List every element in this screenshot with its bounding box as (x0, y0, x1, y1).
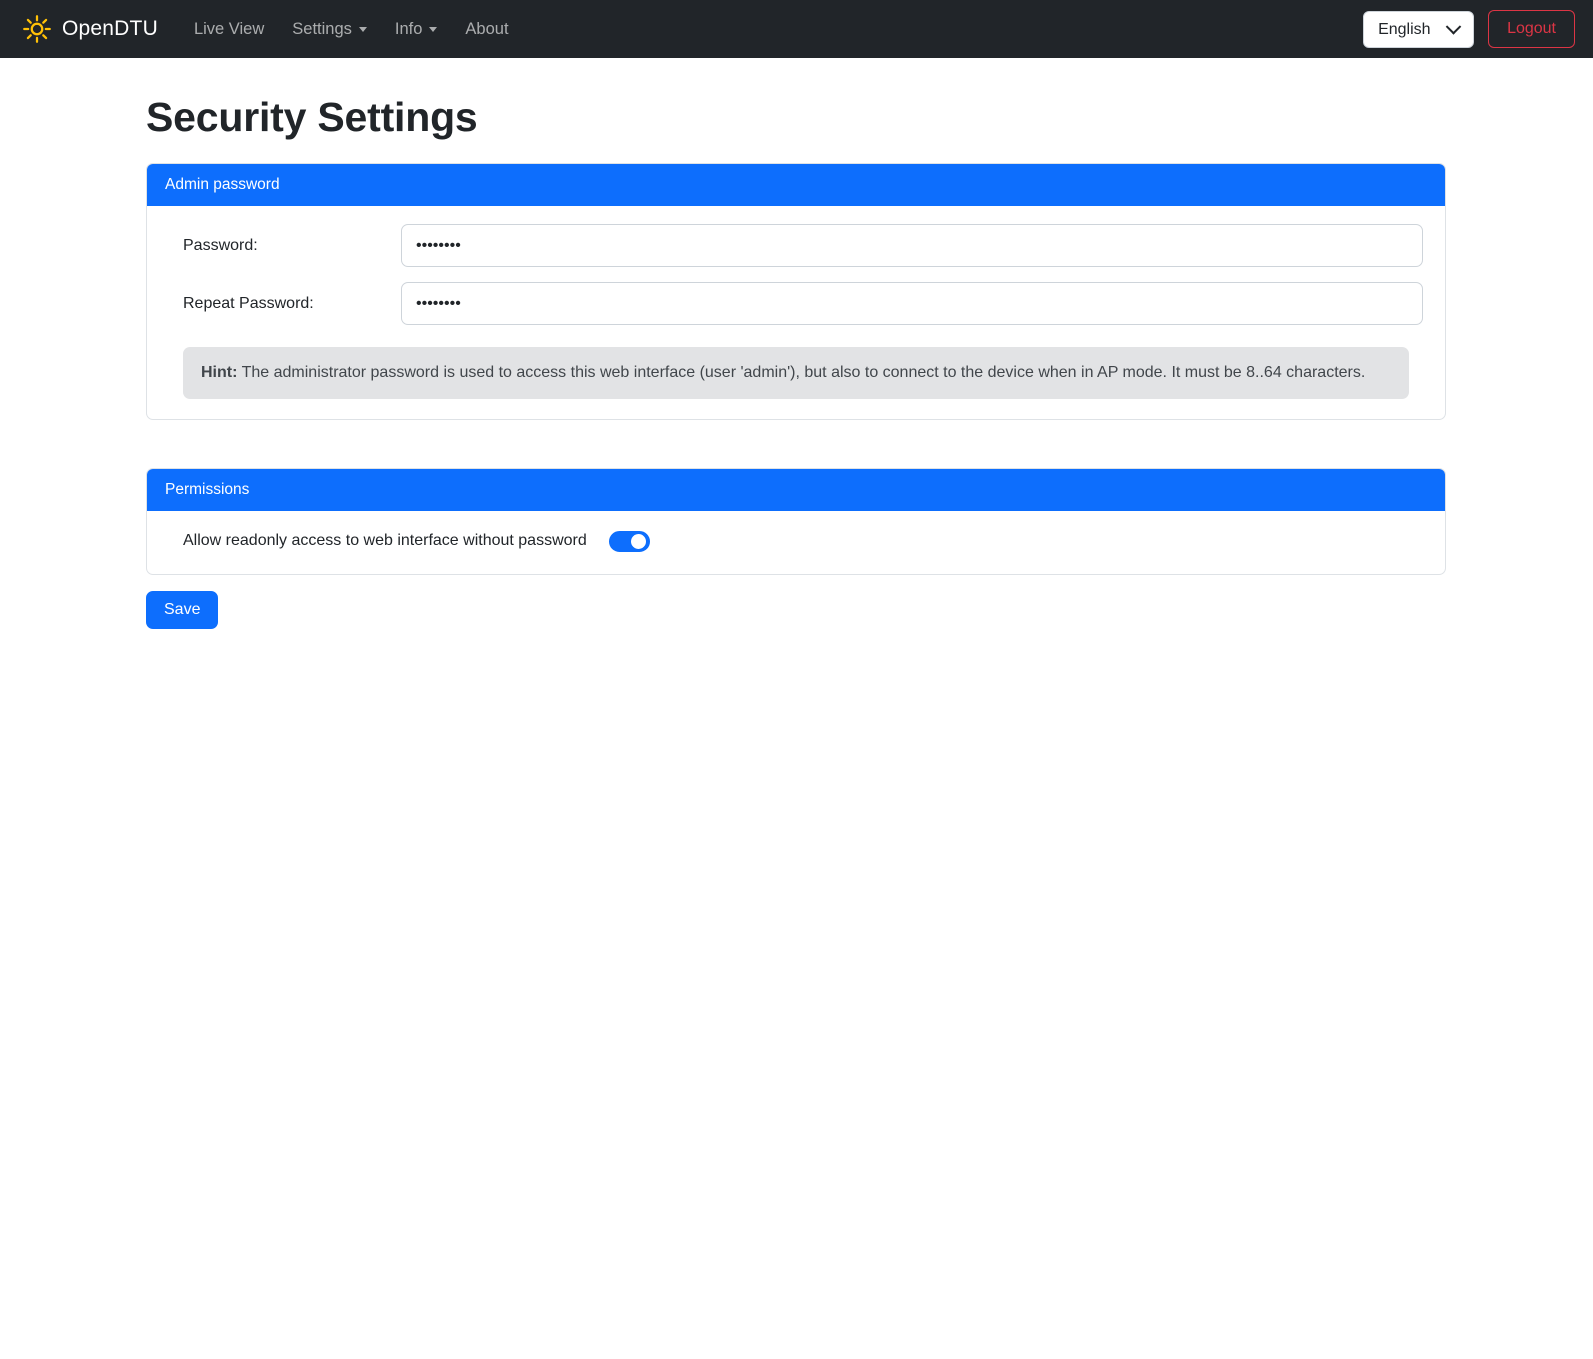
password-row (165, 224, 1427, 267)
page-title: Security Settings (146, 94, 478, 140)
repeat-password-row (165, 282, 1427, 325)
permissions-card (146, 468, 1446, 575)
readonly-access-toggle[interactable] (609, 531, 650, 552)
nav-item-about[interactable] (451, 12, 522, 47)
password-label: Password: (183, 236, 258, 254)
sun-icon (22, 14, 52, 44)
repeat-password-label: Repeat Password: (183, 294, 314, 312)
hint-prefix: Hint: (201, 364, 238, 381)
repeat-password-input[interactable] (401, 282, 1423, 325)
logout-button[interactable]: Logout (1488, 10, 1575, 48)
nav-links (180, 12, 523, 47)
nav-item-info[interactable] (381, 12, 452, 47)
language-select-wrap (1363, 11, 1474, 48)
admin-password-card-header: Admin password (147, 164, 1445, 206)
admin-password-card-body (147, 206, 1445, 419)
nav-label-settings: Settings (292, 19, 352, 38)
permissions-card-header: Permissions (147, 469, 1445, 511)
brand-label: OpenDTU (62, 17, 158, 40)
save-button[interactable]: Save (146, 591, 218, 629)
nav-label-info: Info (394, 19, 423, 38)
page-content (0, 94, 1593, 629)
admin-password-card (146, 163, 1446, 420)
chevron-down-icon (359, 27, 367, 32)
nav-item-live-view[interactable] (180, 12, 278, 47)
password-hint (183, 347, 1409, 399)
content-container (146, 94, 1446, 629)
top-navbar (0, 0, 1593, 58)
toggle-knob (631, 534, 646, 549)
language-select[interactable] (1363, 11, 1474, 48)
brand[interactable] (22, 14, 158, 44)
navbar-right (1363, 10, 1575, 48)
hint-text: The administrator password is used to access this web interface (user 'admin'), but also to connect to the device when in AP mode. It must be 8..64 characters. (237, 364, 1366, 381)
section-spacer (146, 420, 1446, 468)
password-input[interactable] (401, 224, 1423, 267)
nav-label-live-view: Live View (193, 19, 265, 38)
nav-label-about: About (465, 19, 509, 38)
readonly-access-label: Allow readonly access to web interface without password (183, 532, 587, 550)
chevron-down-icon (429, 27, 437, 32)
readonly-access-row (147, 511, 1445, 574)
nav-item-settings[interactable] (278, 12, 381, 47)
